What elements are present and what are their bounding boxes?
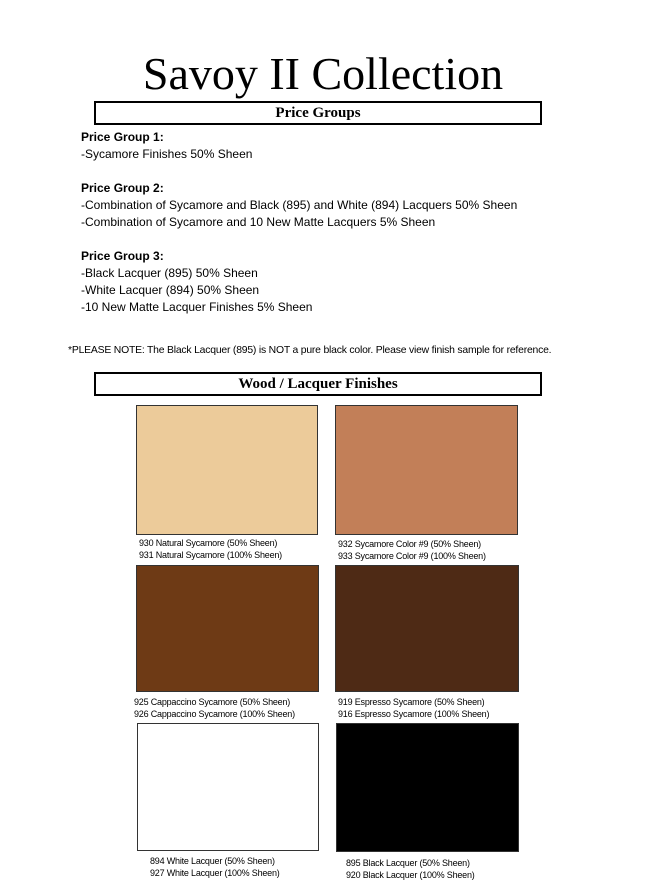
price-group-title: Price Group 3: bbox=[81, 249, 164, 263]
price-group-title: Price Group 1: bbox=[81, 130, 164, 144]
price-group-line: -Combination of Sycamore and 10 New Matte Lacquers 5% Sheen bbox=[81, 215, 436, 229]
finish-caption-line: 927 White Lacquer (100% Sheen) bbox=[150, 868, 280, 878]
finish-caption-line: 926 Cappaccino Sycamore (100% Sheen) bbox=[134, 709, 295, 719]
price-group-line: -Black Lacquer (895) 50% Sheen bbox=[81, 266, 258, 280]
finish-caption bbox=[338, 696, 489, 720]
price-group bbox=[81, 129, 601, 163]
finish-caption-line: 930 Natural Sycamore (50% Sheen) bbox=[139, 538, 278, 548]
finish-caption-line: 919 Espresso Sycamore (50% Sheen) bbox=[338, 697, 485, 707]
price-group bbox=[81, 248, 601, 316]
price-group-title: Price Group 2: bbox=[81, 181, 164, 195]
price-groups-list bbox=[81, 129, 601, 333]
price-group-line: -White Lacquer (894) 50% Sheen bbox=[81, 283, 260, 297]
finish-caption-line: 920 Black Lacquer (100% Sheen) bbox=[346, 870, 475, 880]
finish-caption-line: 925 Cappaccino Sycamore (50% Sheen) bbox=[134, 697, 291, 707]
black-lacquer-note: *PLEASE NOTE: The Black Lacquer (895) is NOT a pure black color. Please view finish sample for reference. bbox=[68, 345, 552, 356]
finish-caption bbox=[139, 537, 282, 561]
finish-caption-line: 916 Espresso Sycamore (100% Sheen) bbox=[338, 709, 490, 719]
finish-caption-line: 894 White Lacquer (50% Sheen) bbox=[150, 856, 275, 866]
finish-swatch-white-lacquer bbox=[137, 723, 319, 851]
finish-swatch-black-lacquer bbox=[336, 723, 519, 852]
finish-swatch-natural-sycamore bbox=[136, 405, 318, 535]
finishes-heading: Wood / Lacquer Finishes bbox=[94, 372, 542, 396]
price-group-line: -Sycamore Finishes 50% Sheen bbox=[81, 147, 253, 161]
finish-caption bbox=[346, 857, 475, 881]
finish-swatch-sycamore-color-9 bbox=[335, 405, 518, 535]
finish-caption-line: 931 Natural Sycamore (100% Sheen) bbox=[139, 550, 282, 560]
finish-caption bbox=[134, 696, 295, 720]
price-group-line: -Combination of Sycamore and Black (895) and White (894) Lacquers 50% Sheen bbox=[81, 198, 518, 212]
price-group bbox=[81, 180, 601, 231]
price-groups-heading: Price Groups bbox=[94, 101, 542, 125]
finish-caption-line: 932 Sycamore Color #9 (50% Sheen) bbox=[338, 539, 481, 549]
finish-swatch-espresso-sycamore bbox=[335, 565, 519, 692]
page-title: Savoy II Collection bbox=[142, 48, 504, 99]
price-group-line: -10 New Matte Lacquer Finishes 5% Sheen bbox=[81, 300, 313, 314]
finish-caption bbox=[150, 855, 280, 879]
finish-caption-line: 933 Sycamore Color #9 (100% Sheen) bbox=[338, 551, 486, 561]
finish-caption-line: 895 Black Lacquer (50% Sheen) bbox=[346, 858, 470, 868]
finish-swatch-cappaccino-sycamore bbox=[136, 565, 319, 692]
finish-caption bbox=[338, 538, 486, 562]
